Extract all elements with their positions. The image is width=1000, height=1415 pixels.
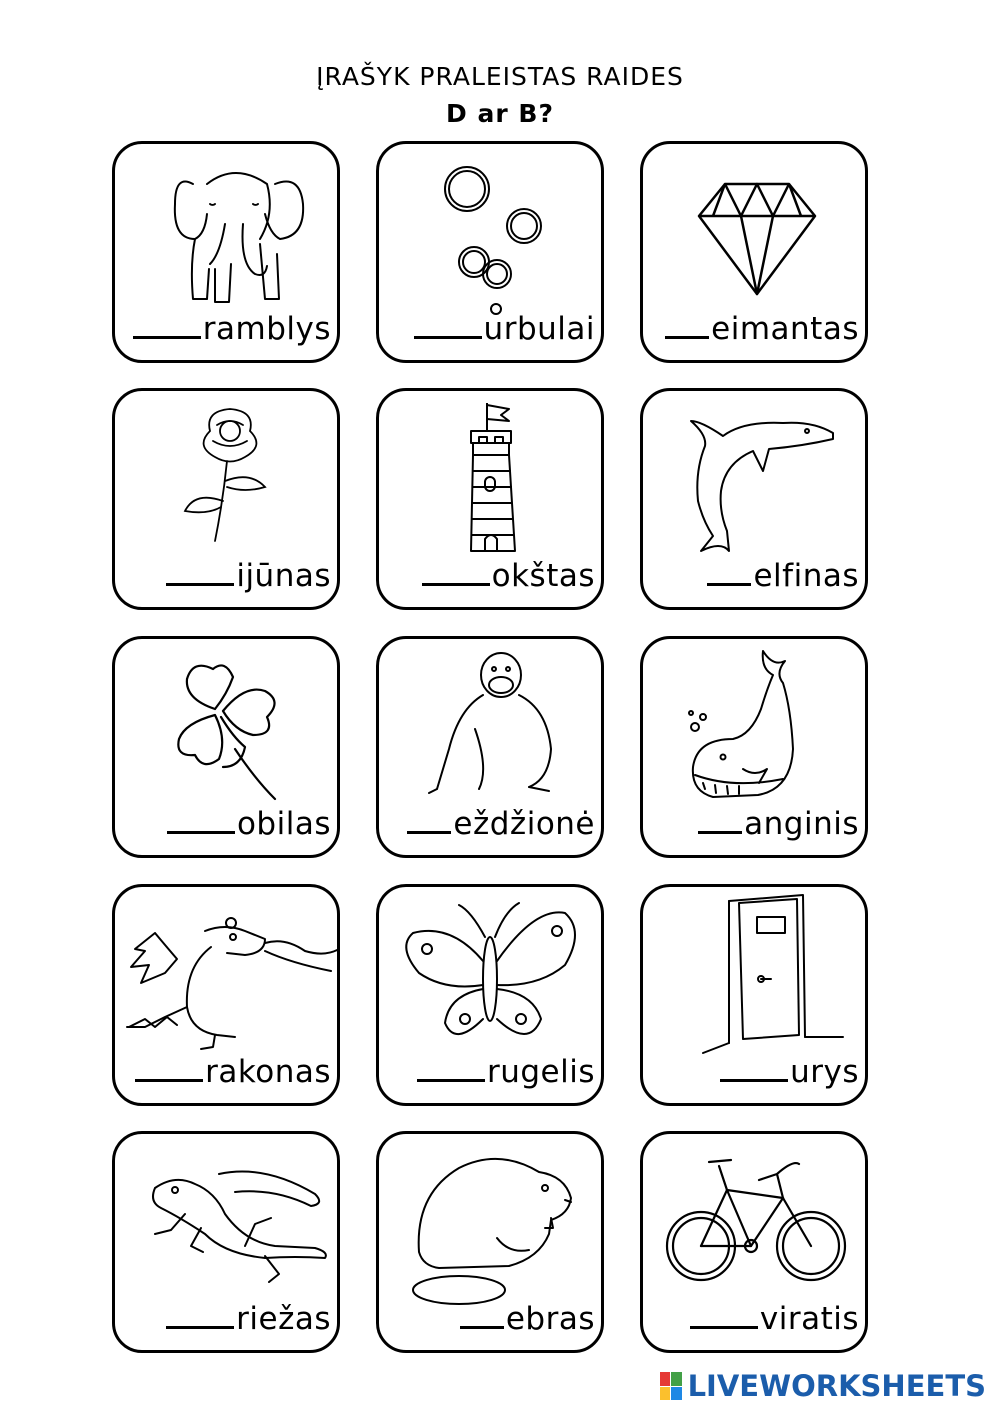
- answer-field-11[interactable]: [417, 1054, 595, 1090]
- word-stem: eždžionė: [453, 806, 595, 842]
- answer-field-1[interactable]: [133, 311, 331, 347]
- word-stem: elfinas: [753, 558, 859, 594]
- worksheet-title: ĮRAŠYK PRALEISTAS RAIDES: [316, 62, 684, 91]
- card-whale: [640, 636, 868, 858]
- card-peony: [112, 388, 340, 610]
- answer-field-3[interactable]: [665, 311, 859, 347]
- answer-field-6[interactable]: [707, 558, 859, 594]
- card-bicycle: [640, 1131, 868, 1353]
- word-stem: obilas: [236, 806, 331, 842]
- card-beaver: [376, 1131, 604, 1353]
- word-stem: riežas: [236, 1301, 331, 1337]
- word-stem: eimantas: [711, 311, 859, 347]
- card-dragon: [112, 884, 340, 1106]
- card-monkey: [376, 636, 604, 858]
- word-stem: anginis: [744, 806, 859, 842]
- worksheet-subtitle: D ar B?: [446, 99, 554, 128]
- card-clover: [112, 636, 340, 858]
- card-lizard: [112, 1131, 340, 1353]
- word-stem: urys: [790, 1054, 859, 1090]
- answer-field-8[interactable]: [407, 806, 595, 842]
- answer-field-12[interactable]: [720, 1054, 859, 1090]
- answer-field-14[interactable]: [460, 1301, 595, 1337]
- answer-field-5[interactable]: [422, 558, 595, 594]
- brand-name: LIVEWORKSHEETS: [687, 1369, 986, 1403]
- word-stem: ijūnas: [236, 558, 331, 594]
- card-elephant: [112, 141, 340, 363]
- word-stem: viratis: [759, 1301, 859, 1337]
- answer-field-13[interactable]: [166, 1301, 331, 1337]
- answer-field-9[interactable]: [698, 806, 859, 842]
- card-dolphin: [640, 388, 868, 610]
- card-tower: [376, 388, 604, 610]
- word-stem: rakonas: [205, 1054, 331, 1090]
- card-diamond: [640, 141, 868, 363]
- word-stem: okštas: [491, 558, 595, 594]
- card-bubbles: [376, 141, 604, 363]
- card-butterfly: [376, 884, 604, 1106]
- logo-badge-icon: [660, 1372, 682, 1400]
- liveworksheets-logo: [660, 1369, 986, 1403]
- answer-field-4[interactable]: [166, 558, 331, 594]
- answer-field-7[interactable]: [167, 806, 331, 842]
- answer-field-15[interactable]: [690, 1301, 859, 1337]
- card-door: [640, 884, 868, 1106]
- word-stem: rugelis: [486, 1054, 595, 1090]
- word-stem: ebras: [505, 1301, 595, 1337]
- word-stem: ramblys: [202, 311, 331, 347]
- answer-field-10[interactable]: [135, 1054, 331, 1090]
- word-stem: urbulai: [483, 311, 595, 347]
- answer-field-2[interactable]: [414, 311, 595, 347]
